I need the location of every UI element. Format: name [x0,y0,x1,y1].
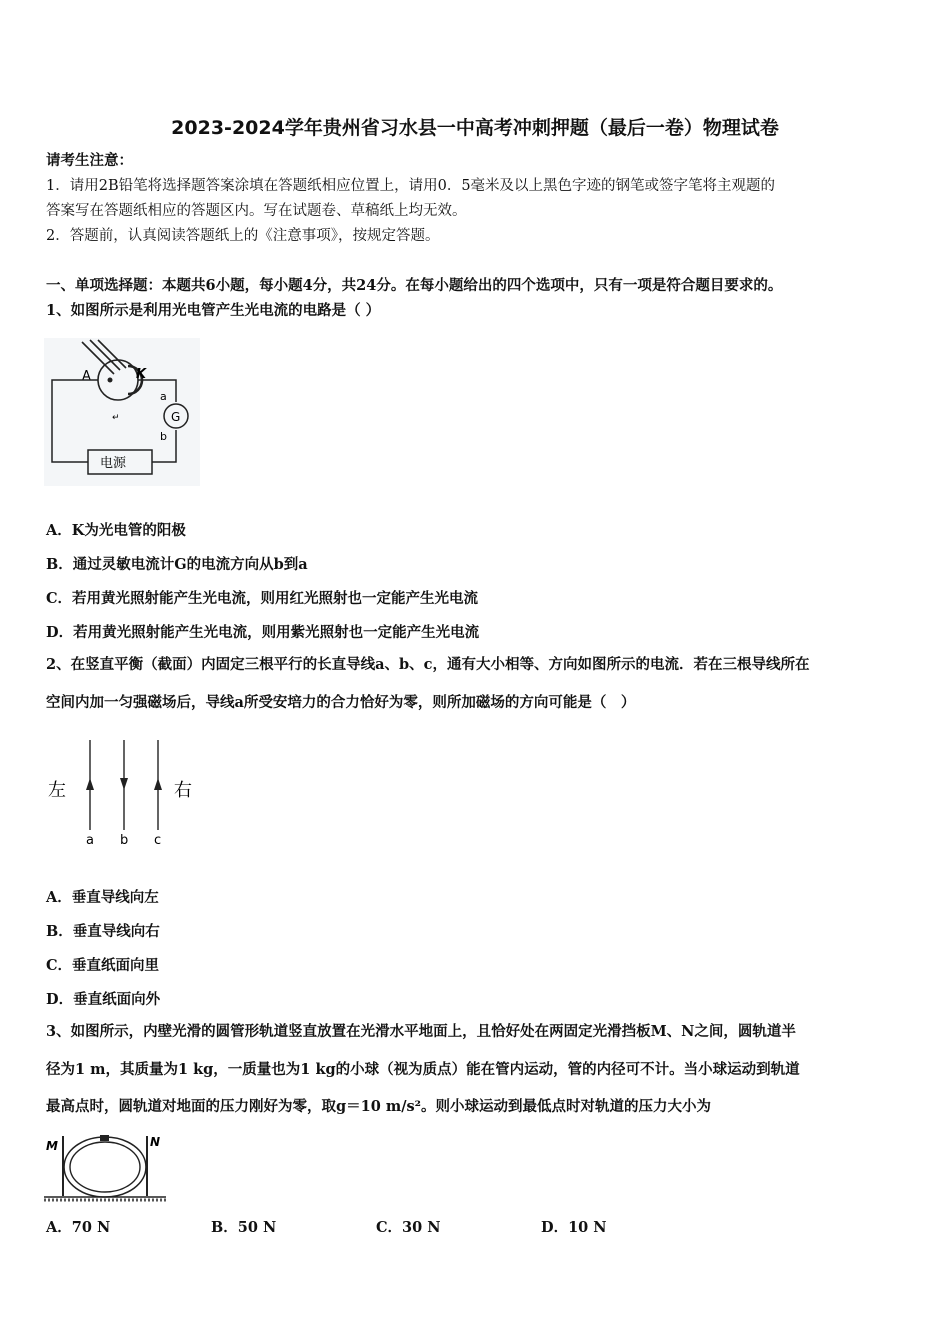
q1-option-c: C．若用黄光照射能产生光电流，则用红光照射也一定能产生光电流 [46,590,479,607]
label-a-upper: A [82,369,91,384]
q3-option-c: C．30 N [376,1219,441,1236]
q1-option-d: D．若用黄光照射能产生光电流，则用紫光照射也一定能产生光电流 [46,624,480,641]
label-a: a [160,390,167,403]
q1-stem: 1、如图所示是利用光电管产生光电流的电路是（ ） [46,302,381,319]
notice-line-1b: 答案写在答题纸相应的答题区内。写在试题卷、草稿纸上均无效。 [46,203,467,219]
q3-option-a: A．70 N [46,1219,111,1236]
notice-line-1a: 1．请用2B铅笔将选择题答案涂填在答题纸相应位置上，请用0．5毫米及以上黑色字迹的钢笔或签字笔将主观题的 [46,178,776,194]
q1-option-b: B．通过灵敏电流计G的电流方向从b到a [46,556,308,573]
wire-c-arrow-up-icon [154,778,162,790]
q3-option-b: B．50 N [211,1219,277,1236]
page-title: 2023-2024学年贵州省习水县一中高考冲刺押题（最后一卷）物理试卷 [171,117,779,139]
label-b: b [160,430,167,443]
label-wire-b: b [120,833,129,848]
q3-track-figure [44,1130,168,1204]
wire-b-arrow-down-icon [120,778,128,790]
ball [100,1135,109,1141]
label-right: 右 [174,780,192,801]
notice-line-2: 2．答题前，认真阅读答题纸上的《注意事项》，按规定答题。 [46,228,440,244]
q3-stem-line-3: 最高点时，圆轨道对地面的压力刚好为零，取g＝10 m/s²。则小球运动到最低点时对轨道的压力大小为 [46,1098,712,1115]
label-wire-a: a [86,833,94,848]
q1-circuit-figure [44,338,200,486]
q2-wires-figure [44,738,204,850]
q2-stem-line-1: 2、在竖直平衡（截面）内固定三根平行的长直导线a、b、c，通有大小相等、方向如图所示的电流．若在三根导线所在 [46,656,810,673]
label-m: M [46,1139,58,1153]
q2-option-d: D．垂直纸面向外 [46,991,161,1008]
label-n: N [150,1135,161,1149]
wire-a-arrow-up-icon [86,778,94,790]
section-heading: 一、单项选择题：本题共6小题，每小题4分，共24分。在每小题给出的四个选项中，只有一项是符合题目要求的。 [46,277,783,294]
notice-heading: 请考生注意： [46,152,133,169]
q3-stem-line-1: 3、如图所示，内壁光滑的圆管形轨道竖直放置在光滑水平地面上，且恰好处在两固定光滑挡板M、N之间，圆轨道半 [46,1023,796,1040]
ring-inner [70,1142,140,1192]
label-left: 左 [48,780,66,801]
return-mark: ↵ [112,413,120,423]
label-wire-c: c [154,833,162,848]
q3-stem-line-2: 径为1 m，其质量为1 kg，一质量也为1 kg的小球（视为质点）能在管内运动，管的内径可不计。当小球运动到轨道 [46,1061,800,1078]
q3-option-d: D．10 N [541,1219,607,1236]
q2-option-b: B．垂直导线向右 [46,923,160,940]
anode [108,378,113,383]
ring-outer [64,1137,146,1197]
label-k: K [136,367,147,382]
q2-option-c: C．垂直纸面向里 [46,957,160,974]
label-g: G [171,410,181,424]
q2-stem-line-2: 空间内加一匀强磁场后，导线a所受安培力的合力恰好为零，则所加磁场的方向可能是（ ） [46,694,636,711]
q2-option-a: A．垂直导线向左 [46,889,159,906]
label-source: 电源 [100,456,127,471]
q1-option-a: A．K为光电管的阳极 [46,522,186,539]
